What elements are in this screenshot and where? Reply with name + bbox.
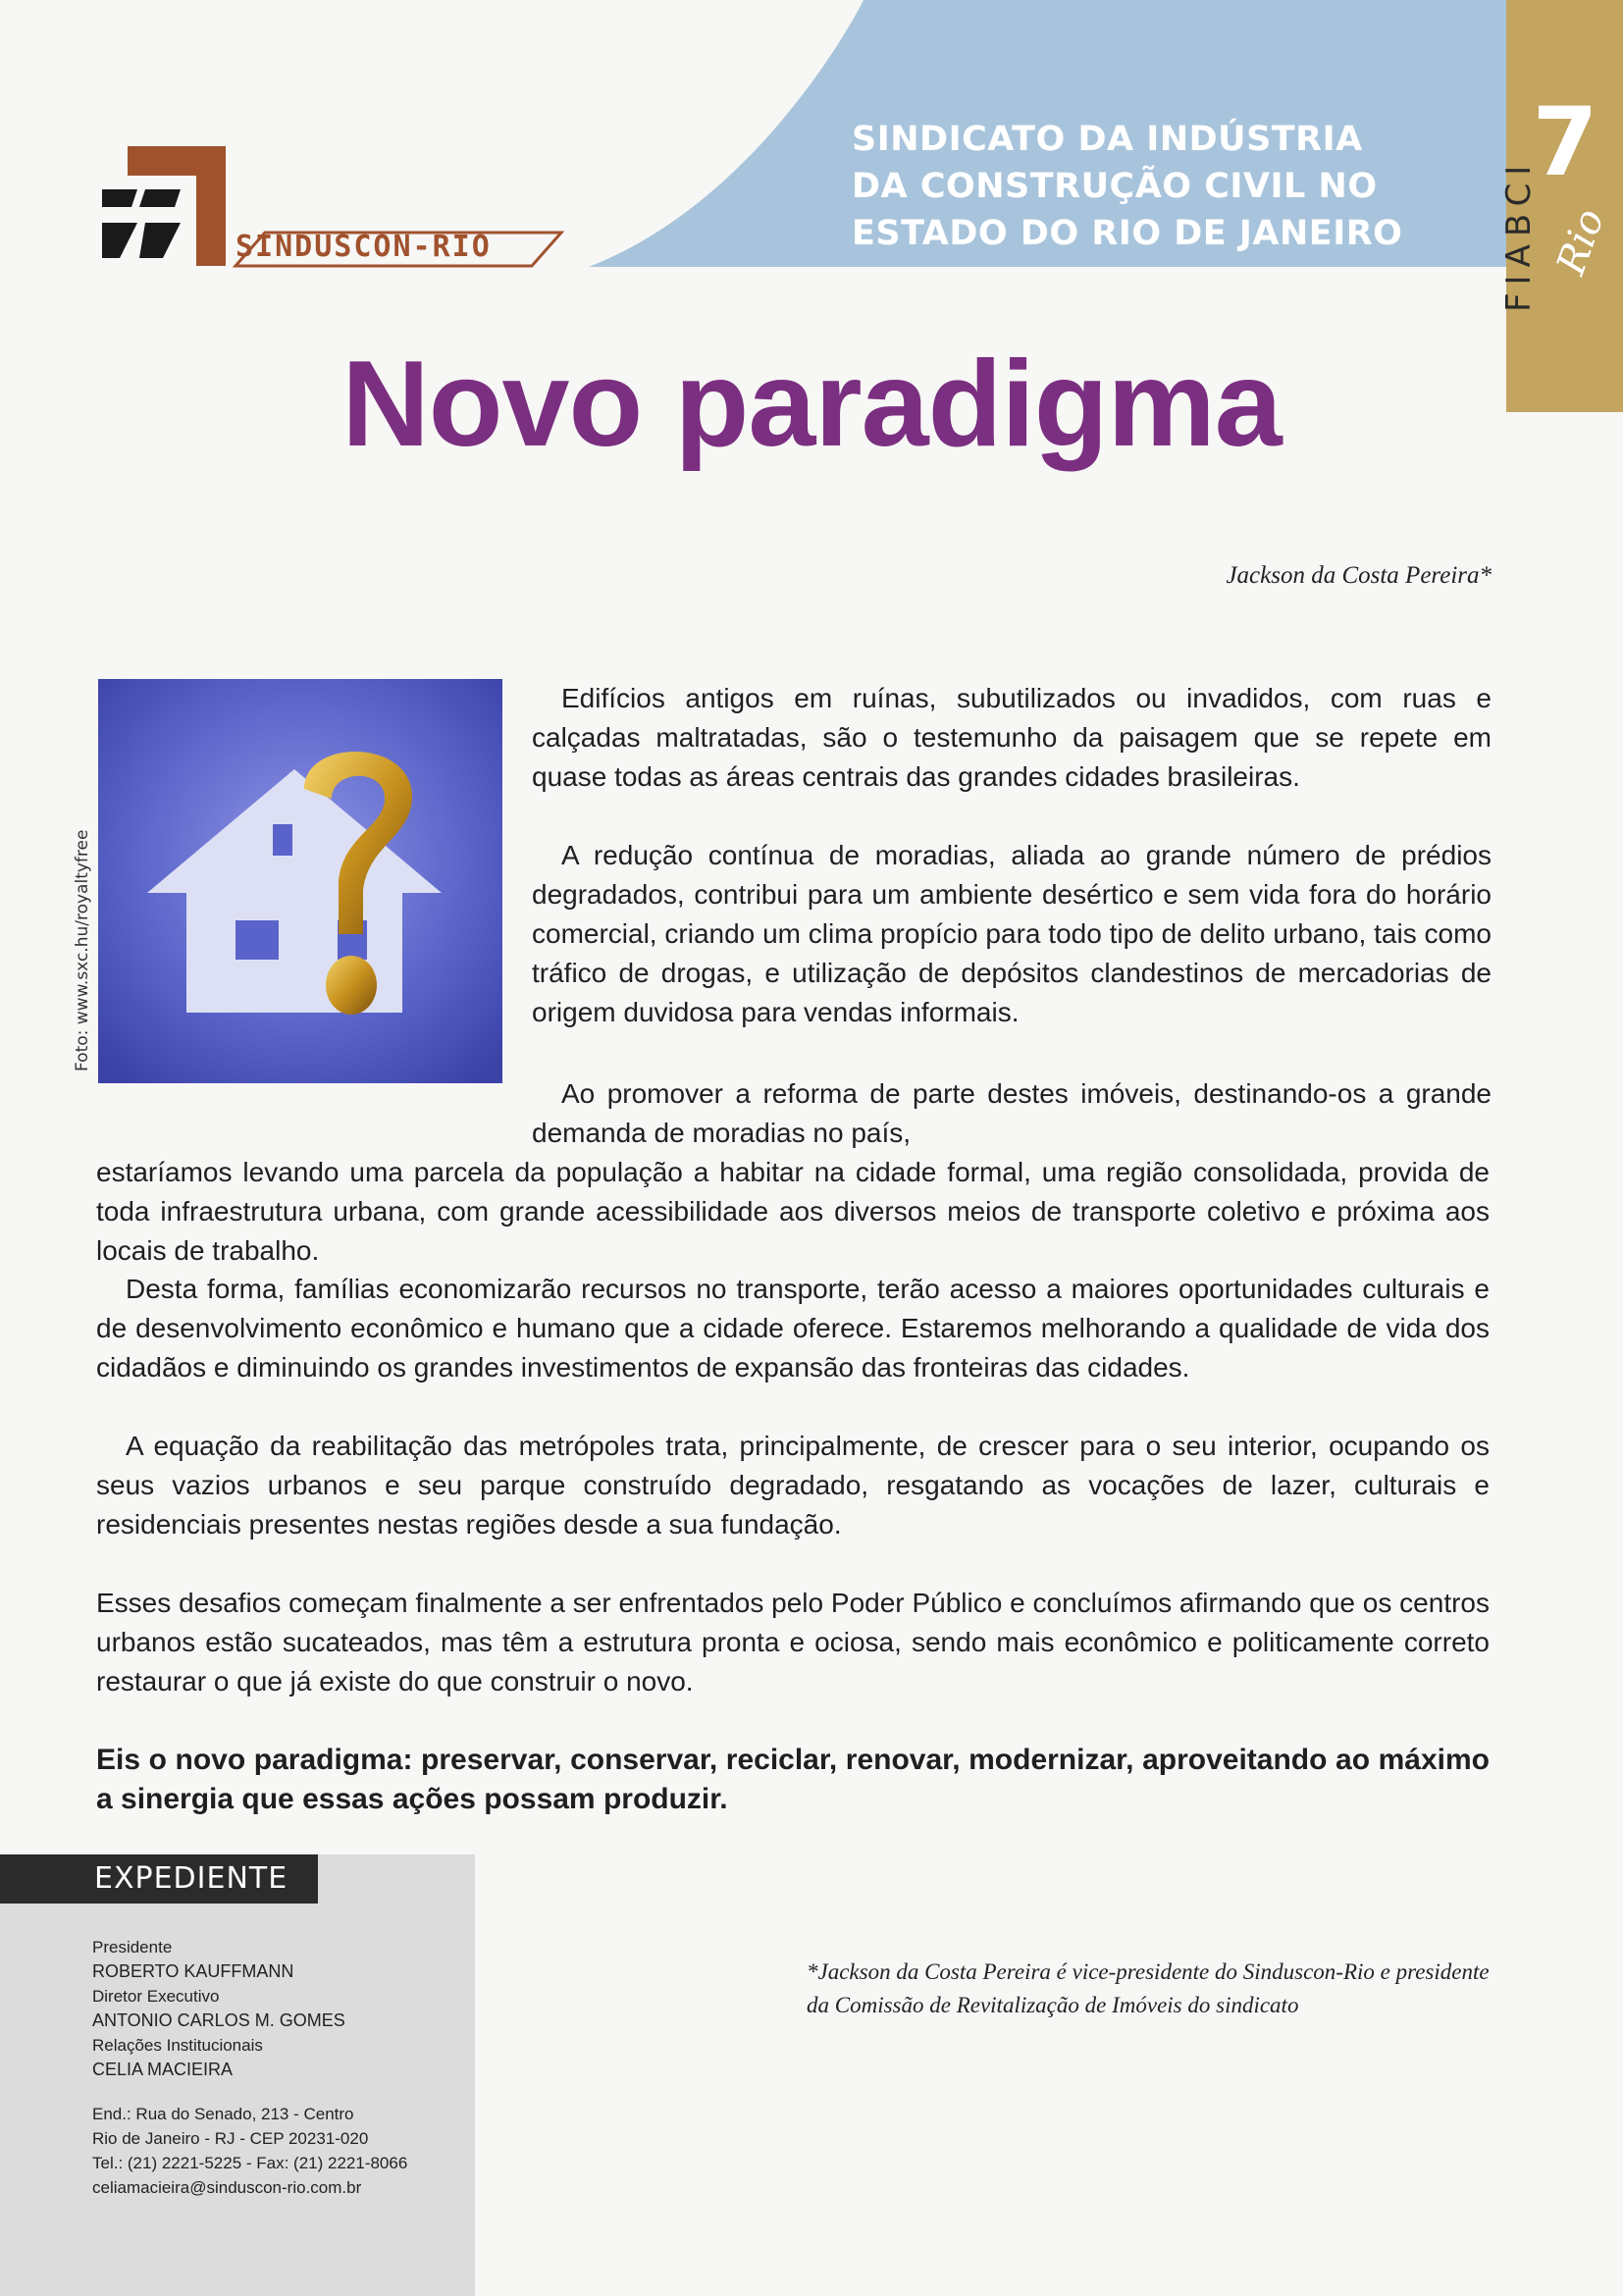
relacoes-label: Relações Institucionais bbox=[92, 2036, 263, 2055]
paragraph-3-continued: estaríamos levando uma parcela da população a habitar na cidade formal, uma região consolidada, provida de toda infraestrutura urbana, com grande acessibilidade aos diversos meios de transporte coletivo e próxima aos locais de trabalho. bbox=[96, 1157, 1490, 1266]
photo-credit: Foto: www.sxc.hu/royaltyfree bbox=[73, 829, 92, 1071]
banner-line-3: ESTADO DO RIO DE JANEIRO bbox=[852, 214, 1403, 253]
banner-text bbox=[852, 116, 1401, 257]
phone: Tel.: (21) 2221-5225 - Fax: (21) 2221-8066 bbox=[92, 2154, 408, 2172]
presidente-name: ROBERTO KAUFFMANN bbox=[92, 1961, 294, 1981]
paragraph-4: Desta forma, famílias economizarão recursos no transporte, terão acesso a maiores oportunidades culturais e de desenvolvimento econômico e humano que a cidade oferece. Estaremos melhorando a qualidade de vida dos cidadãos e diminuindo os grandes investimentos de expansão das fronteiras das cidades. bbox=[96, 1274, 1490, 1383]
paragraph-2: A redução contínua de moradias, aliada ao grande número de prédios degradados, contribui para um ambiente desértico e sem vida fora do horário comercial, criando um clima propício para todo tipo de delito urbano, tais como tráfico de drogas, e utilização de depósitos clandestinos de mercadorias de origem duvidosa para vendas informais. bbox=[532, 840, 1492, 1027]
paragraph-6: Esses desafios começam finalmente a ser enfrentados pelo Poder Público e concluímos afirmando que os centros urbanos estão sucateados, mas têm a estrutura pronta e ociosa, sendo mais econômico e politicamente correto restaurar o que já existe do que construir o novo. bbox=[96, 1588, 1490, 1696]
ghost-text bbox=[128, 491, 155, 592]
city: Rio de Janeiro - RJ - CEP 20231-020 bbox=[92, 2129, 369, 2148]
fiabci-label: FIABCI bbox=[1499, 157, 1539, 312]
rio-script-label: Rio bbox=[1548, 203, 1614, 281]
author-footnote: *Jackson da Costa Pereira é vice-presidente do Sinduscon-Rio e presidente da Comissão de Revitalização de Imóveis do sindicato bbox=[807, 1959, 1490, 2017]
banner-line-2: DA CONSTRUÇÃO CIVIL NO bbox=[852, 167, 1378, 206]
paragraph-3: Ao promover a reforma de parte destes imóveis, destinando-os a grande demanda de moradias no país, bbox=[532, 1078, 1492, 1148]
banner-line-1: SINDICATO DA INDÚSTRIA bbox=[852, 120, 1363, 159]
article-title: Novo paradigma bbox=[341, 337, 1282, 472]
relacoes-name: CELIA MACIEIRA bbox=[92, 2060, 234, 2079]
expediente-heading: EXPEDIENTE bbox=[0, 1854, 318, 1904]
email: celiamacieira@sinduscon-rio.com.br bbox=[92, 2178, 362, 2197]
expediente-details bbox=[92, 1935, 465, 2200]
paragraph-1: Edifícios antigos em ruínas, subutilizados ou invadidos, com ruas e calçadas maltratadas, são o testemunho da paisagem que se repete em quase todas as áreas centrais das grandes cidades brasileiras. bbox=[532, 683, 1492, 792]
page-number: 7 bbox=[1532, 87, 1598, 197]
house-question-mark-photo bbox=[98, 679, 502, 1083]
diretor-label: Diretor Executivo bbox=[92, 1987, 220, 2006]
paragraph-5: A equação da reabilitação das metrópoles trata, principalmente, de crescer para o seu interior, ocupando os seus vazios urbanos e seu parque construído degradado, resgatando as vocações de lazer, culturais e residenciais presentes nestas regiões desde a sua fundação. bbox=[96, 1431, 1490, 1539]
diretor-name: ANTONIO CARLOS M. GOMES bbox=[92, 2010, 345, 2030]
article-author: Jackson da Costa Pereira* bbox=[1226, 562, 1492, 589]
logo-wordmark: SINDUSCON-RIO bbox=[236, 230, 492, 264]
conclusion-paragraph: Eis o novo paradigma: preservar, conservar, reciclar, renovar, modernizar, aproveitando ao máximo a sinergia que essas ações possam produzir. bbox=[96, 1744, 1490, 1815]
presidente-label: Presidente bbox=[92, 1938, 173, 1957]
address: End.: Rua do Senado, 213 - Centro bbox=[92, 2105, 354, 2123]
